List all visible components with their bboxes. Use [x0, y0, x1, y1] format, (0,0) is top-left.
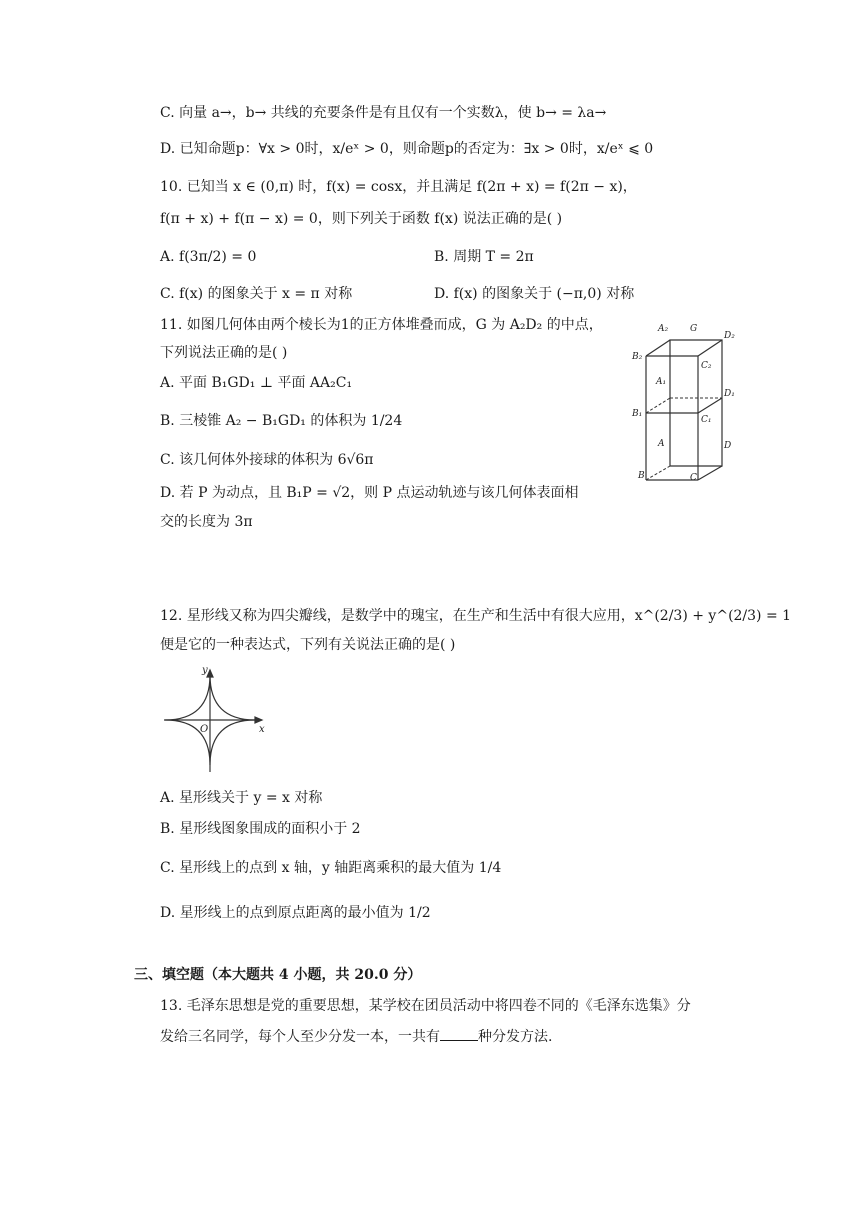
q13-answer-blank[interactable] [440, 1040, 478, 1041]
section-title: 三、填空题（本大题共 4 小题，共 20.0 分） [134, 967, 422, 983]
q10-option-a: A. f(3π/2) = 0 [160, 249, 257, 265]
q12-option-b: B. 星形线图象围成的面积小于 2 [160, 821, 361, 837]
cube-label-a: A [658, 439, 665, 449]
q11-option-d: D. 若 P 为动点，且 B₁P = √2，则 P 点运动轨迹与该几何体表面相 [160, 485, 579, 501]
cube-label-g: G [690, 324, 698, 334]
astroid-origin-label: O [200, 724, 209, 735]
q10-stem-line2: f(π + x) + f(π − x) = 0，则下列关于函数 f(x) 说法正确的是( ) [160, 211, 563, 227]
cube-label-b1: B₁ [632, 409, 643, 419]
astroid-figure [158, 664, 270, 776]
q13-stem-line1: 13. 毛泽东思想是党的重要思想，某学校在团员活动中将四卷不同的《毛泽东选集》分 [160, 998, 691, 1014]
q11-option-a: A. 平面 B₁GD₁ ⊥ 平面 AA₂C₁ [160, 375, 353, 391]
q10-option-b: B. 周期 T = 2π [434, 249, 534, 265]
q10-option-d: D. f(x) 的图象关于 (−π,0) 对称 [434, 286, 635, 302]
astroid-x-label: x [259, 724, 265, 735]
q13-stem-line2 [160, 1026, 552, 1048]
cube-label-c1: C₁ [701, 415, 712, 425]
cube-label-a2: A₂ [658, 324, 669, 334]
cube-label-c: C [690, 473, 697, 482]
q12-stem-line2: 便是它的一种表达式，下列有关说法正确的是( ) [160, 637, 456, 653]
cube-label-a1: A₁ [656, 377, 667, 387]
cube-label-c2: C₂ [701, 361, 712, 371]
q9-option-d: D. 已知命题p：∀x > 0时，x/eˣ > 0，则命题p的否定为：∃x > 0时，x/eˣ ⩽ 0 [160, 141, 654, 157]
q10-stem-line1: 10. 已知当 x ∈ (0,π) 时，f(x) = cosx，并且满足 f(2π + x) = f(2π − x)， [160, 179, 637, 195]
cube-label-b: B [638, 471, 645, 481]
q10-option-c: C. f(x) 的图象关于 x = π 对称 [160, 286, 353, 302]
q11-stem-line2: 下列说法正确的是( ) [160, 345, 288, 361]
q11-option-c: C. 该几何体外接球的体积为 6√6π [160, 452, 374, 468]
q13-text-after-blank: 种分发方法. [478, 1029, 553, 1045]
q12-stem-line1: 12. 星形线又称为四尖瓣线，是数学中的瑰宝，在生产和生活中有很大应用，x^(2/3) + y^(2/3) = 1 [160, 608, 792, 624]
cube-label-d: D [724, 441, 732, 451]
q11-option-d-cont: 交的长度为 3π [160, 514, 253, 530]
cube-label-d1: D₁ [724, 389, 735, 399]
cube-label-b2: B₂ [632, 352, 643, 362]
q13-text-before-blank: 发给三名同学，每个人至少分发一本，一共有 [160, 1029, 440, 1045]
stacked-cubes-figure [630, 318, 740, 482]
astroid-y-label: y [202, 665, 208, 676]
q12-option-a: A. 星形线关于 y = x 对称 [160, 790, 323, 806]
q11-option-b: B. 三棱锥 A₂ − B₁GD₁ 的体积为 1/24 [160, 413, 403, 429]
q12-option-c: C. 星形线上的点到 x 轴，y 轴距离乘积的最大值为 1/4 [160, 860, 502, 876]
cube-label-d2: D₂ [724, 331, 735, 341]
q12-option-d: D. 星形线上的点到原点距离的最小值为 1/2 [160, 905, 431, 921]
q11-stem-line1: 11. 如图几何体由两个棱长为1的正方体堆叠而成，G 为 A₂D₂ 的中点， [160, 317, 603, 333]
q9-option-c: C. 向量 a→，b→ 共线的充要条件是有且仅有一个实数λ，使 b→ = λa→ [160, 105, 607, 121]
